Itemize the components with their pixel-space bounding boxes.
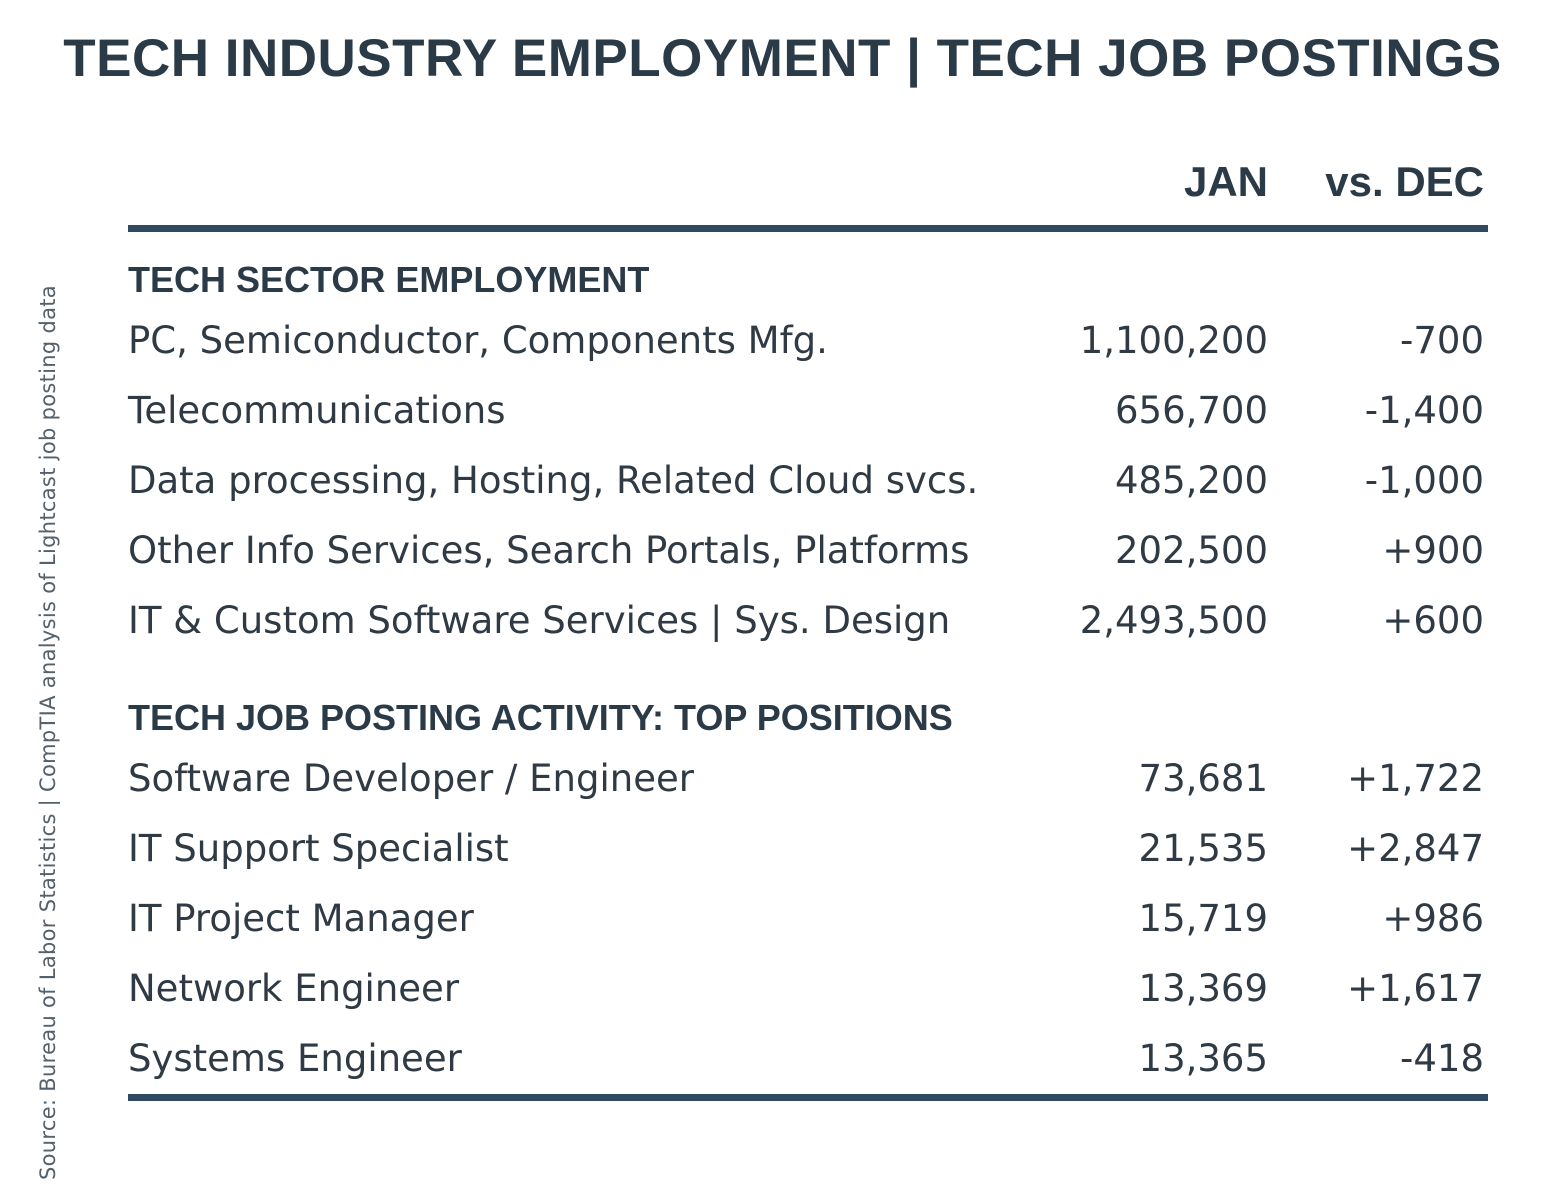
column-header-vs-dec: vs. DEC bbox=[1325, 158, 1484, 205]
row-label: PC, Semiconductor, Components Mfg. bbox=[128, 319, 828, 362]
table-header bbox=[128, 150, 1488, 222]
value-jan: 73,681 bbox=[1138, 757, 1268, 800]
value-vs-dec: -1,400 bbox=[1364, 389, 1484, 432]
table-row bbox=[128, 306, 1488, 376]
table-row bbox=[128, 954, 1488, 1024]
table-row bbox=[128, 814, 1488, 884]
row-label: Data processing, Hosting, Related Cloud svcs. bbox=[128, 459, 979, 502]
section-job-postings bbox=[128, 744, 1488, 1094]
value-jan: 1,100,200 bbox=[1079, 319, 1268, 362]
value-jan: 485,200 bbox=[1114, 459, 1268, 502]
section-employment bbox=[128, 306, 1488, 656]
value-vs-dec: +900 bbox=[1382, 529, 1484, 572]
table-row bbox=[128, 376, 1488, 446]
value-vs-dec: +986 bbox=[1382, 897, 1484, 940]
table-row bbox=[128, 446, 1488, 516]
row-label: Software Developer / Engineer bbox=[128, 757, 694, 800]
data-table bbox=[128, 150, 1488, 1101]
value-jan: 13,365 bbox=[1138, 1037, 1268, 1080]
row-label: Telecommunications bbox=[128, 389, 506, 432]
section-title-job-postings: TECH JOB POSTING ACTIVITY: TOP POSITIONS bbox=[128, 697, 953, 738]
table-row bbox=[128, 884, 1488, 954]
value-vs-dec: +600 bbox=[1382, 599, 1484, 642]
table-row bbox=[128, 586, 1488, 656]
value-vs-dec: +2,847 bbox=[1347, 827, 1484, 870]
row-label: Other Info Services, Search Portals, Platforms bbox=[128, 529, 970, 572]
table-row bbox=[128, 1024, 1488, 1094]
row-label: Systems Engineer bbox=[128, 1037, 462, 1080]
source-note: Source: Bureau of Labor Statistics | CompTIA analysis of Lightcast job posting data bbox=[36, 285, 60, 1180]
value-jan: 2,493,500 bbox=[1079, 599, 1268, 642]
column-header-jan: JAN bbox=[1183, 158, 1268, 205]
value-jan: 202,500 bbox=[1114, 529, 1268, 572]
row-label: Network Engineer bbox=[128, 967, 460, 1010]
value-jan: 21,535 bbox=[1138, 827, 1268, 870]
section-title-employment: TECH SECTOR EMPLOYMENT bbox=[128, 259, 650, 300]
value-jan: 656,700 bbox=[1114, 389, 1268, 432]
table-row bbox=[128, 744, 1488, 814]
top-rule bbox=[128, 225, 1488, 232]
value-vs-dec: -418 bbox=[1400, 1037, 1484, 1080]
table-row bbox=[128, 516, 1488, 586]
chart-title: TECH INDUSTRY EMPLOYMENT | TECH JOB POSTINGS bbox=[63, 29, 1502, 88]
bottom-rule bbox=[128, 1094, 1488, 1101]
row-label: IT Support Specialist bbox=[128, 827, 509, 870]
row-label: IT Project Manager bbox=[128, 897, 474, 940]
value-jan: 15,719 bbox=[1138, 897, 1268, 940]
row-label: IT & Custom Software Services | Sys. Design bbox=[128, 599, 951, 642]
value-vs-dec: +1,617 bbox=[1347, 967, 1484, 1010]
value-vs-dec: -1,000 bbox=[1364, 459, 1484, 502]
value-vs-dec: +1,722 bbox=[1347, 757, 1484, 800]
value-jan: 13,369 bbox=[1138, 967, 1268, 1010]
value-vs-dec: -700 bbox=[1400, 319, 1484, 362]
